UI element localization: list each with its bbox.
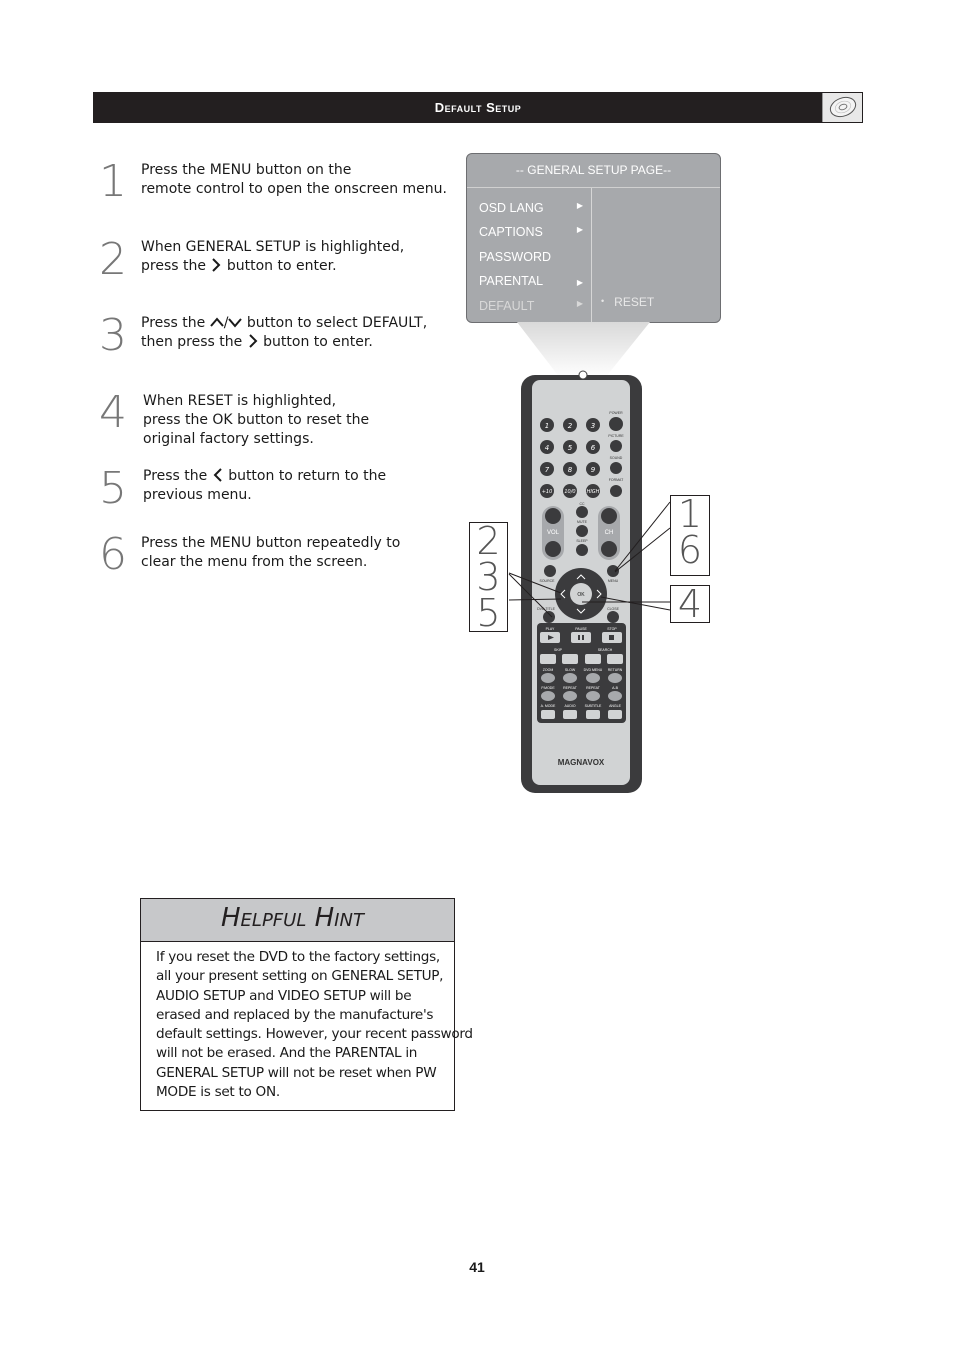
step-6-line-1: Press the MENU button repeatedly to bbox=[141, 535, 401, 551]
svg-text:10/0: 10/0 bbox=[564, 489, 576, 495]
chevron-right-icon bbox=[210, 258, 222, 272]
zoom-button[interactable] bbox=[541, 673, 555, 683]
search-forward-button[interactable] bbox=[607, 654, 623, 664]
callout-number: 6 bbox=[677, 528, 703, 572]
triangle-right-icon: ▶ bbox=[576, 278, 583, 287]
source-button[interactable] bbox=[544, 565, 556, 577]
stop-label: STOP bbox=[607, 627, 617, 631]
a-b-button[interactable] bbox=[608, 691, 622, 701]
vol-up-button[interactable] bbox=[545, 508, 561, 524]
close-button[interactable] bbox=[607, 611, 619, 623]
step-3-post: button to select DEFAULT, bbox=[246, 315, 428, 331]
vol-down-button[interactable] bbox=[545, 541, 561, 557]
brand-logo: MAGNAVOX bbox=[557, 758, 605, 767]
skip-label: SKIP bbox=[554, 648, 562, 652]
step-4-line-2: press the OK button to reset the bbox=[143, 412, 370, 428]
svg-text:1: 1 bbox=[544, 422, 550, 430]
disc-icon bbox=[822, 93, 862, 122]
menu-button[interactable] bbox=[607, 565, 619, 577]
svg-text:6: 6 bbox=[590, 444, 596, 452]
repeat-label-2: REPEAT bbox=[586, 686, 600, 690]
slow-label: SLOW bbox=[564, 668, 576, 672]
hint-line: MODE is set to ON. bbox=[156, 1084, 280, 1101]
osd-item-label: PASSWORD bbox=[479, 250, 551, 264]
key-1[interactable] bbox=[540, 418, 554, 432]
slow-button[interactable] bbox=[563, 673, 577, 683]
format-label: FORMAT bbox=[608, 478, 624, 482]
key-5[interactable] bbox=[563, 440, 577, 454]
cc-label: CC bbox=[579, 502, 585, 506]
osd-general-setup-page bbox=[466, 153, 721, 323]
step-5-pre: Press the bbox=[143, 468, 208, 484]
chevron-down-icon bbox=[228, 315, 242, 329]
sleep-button[interactable] bbox=[576, 544, 588, 556]
pause-icon bbox=[578, 635, 580, 640]
callout-step-4 bbox=[670, 582, 710, 626]
sound-button[interactable] bbox=[610, 462, 622, 474]
hint-line: AUDIO SETUP and VIDEO SETUP will be bbox=[156, 987, 412, 1004]
ch-label: CH bbox=[604, 530, 614, 536]
osd-item-default[interactable] bbox=[479, 299, 583, 313]
key-2[interactable] bbox=[563, 418, 577, 432]
chevron-up-icon bbox=[210, 315, 224, 329]
osd-menu-list bbox=[467, 188, 592, 322]
menu-label: MENU bbox=[607, 579, 619, 583]
step-3-line-2 bbox=[141, 333, 427, 352]
picture-label: PICTURE bbox=[608, 434, 624, 438]
search-back-button[interactable] bbox=[585, 654, 601, 664]
svg-text:8: 8 bbox=[567, 466, 573, 474]
step-1-line-2: remote control to open the onscreen menu. bbox=[141, 181, 447, 197]
step-number: 1 bbox=[99, 156, 127, 207]
step-6-line-2: clear the menu from the screen. bbox=[141, 554, 368, 570]
step-3-pre-b: then press the bbox=[141, 334, 243, 350]
angle-button[interactable] bbox=[608, 710, 622, 719]
sound-label: SOUND bbox=[609, 456, 623, 460]
audio-label: AUDIO bbox=[564, 704, 576, 708]
osd-item-label: DEFAULT bbox=[479, 299, 535, 313]
key-high[interactable] bbox=[586, 484, 600, 498]
dvd-menu-label: DVD MENU bbox=[583, 668, 603, 672]
step-5-post: button to return to the bbox=[228, 468, 387, 484]
stop-icon bbox=[609, 635, 614, 640]
search-label: SEARCH bbox=[597, 648, 613, 652]
dvd-title-label: DVD TITLE bbox=[537, 607, 555, 611]
step-2-pre: press the bbox=[141, 258, 206, 274]
step-3-post-b: button to enter. bbox=[263, 334, 373, 350]
helpful-hint-box bbox=[140, 898, 473, 1111]
hint-line: default settings. However, your recent password bbox=[156, 1026, 473, 1043]
callout-steps-1-6 bbox=[670, 492, 710, 576]
svg-text:7: 7 bbox=[544, 466, 550, 474]
osd-item-password[interactable] bbox=[479, 250, 579, 264]
vol-label: VOL bbox=[546, 530, 560, 536]
step-3-line-1: Press the / button to select DEFAULT, bbox=[141, 315, 428, 331]
step-number: 6 bbox=[99, 529, 127, 580]
sleep-label: SLEEP bbox=[576, 539, 588, 543]
hint-title: Helpful Hint bbox=[221, 903, 364, 933]
step-number: 5 bbox=[99, 463, 127, 514]
osd-item-parental[interactable] bbox=[479, 274, 583, 288]
return-label: RETURN bbox=[607, 668, 623, 672]
step-number: 2 bbox=[99, 234, 127, 285]
step-6-text bbox=[141, 534, 400, 572]
step-5-text bbox=[143, 467, 386, 505]
pmode-label: P.MODE bbox=[541, 686, 555, 690]
key-6[interactable] bbox=[586, 440, 600, 454]
step-4-line-1: When RESET is highlighted, bbox=[143, 393, 337, 409]
hint-line: erased and replaced by the manufacture's bbox=[156, 1006, 434, 1023]
svg-text:3: 3 bbox=[590, 422, 596, 430]
angle-label: ANGLE bbox=[609, 704, 621, 708]
hint-header bbox=[141, 899, 454, 942]
power-label: POWER bbox=[609, 411, 623, 415]
chevron-left-icon bbox=[212, 468, 224, 482]
osd-item-captions[interactable] bbox=[479, 225, 583, 239]
cc-button[interactable] bbox=[576, 506, 588, 518]
step-4-line-3: original factory settings. bbox=[143, 431, 314, 447]
osd-title: -- GENERAL SETUP PAGE-- bbox=[467, 154, 720, 188]
format-button[interactable] bbox=[610, 485, 622, 497]
osd-submenu-label: RESET bbox=[614, 295, 655, 309]
triangle-right-icon: ▶ bbox=[576, 225, 583, 234]
svg-text:5: 5 bbox=[567, 444, 573, 452]
osd-item-label: PARENTAL bbox=[479, 274, 544, 288]
key-4[interactable] bbox=[540, 440, 554, 454]
step-5-line-1 bbox=[143, 467, 386, 486]
step-3-text bbox=[141, 314, 427, 352]
bullet-icon: • bbox=[601, 296, 605, 306]
ok-label: OK bbox=[577, 592, 585, 598]
repeat-button[interactable] bbox=[563, 691, 577, 701]
hint-line: will not be erased. And the PARENTAL in bbox=[156, 1045, 418, 1062]
key-9[interactable] bbox=[586, 462, 600, 476]
hint-line: If you reset the DVD to the factory settings, bbox=[156, 949, 440, 965]
repeat-label: REPEAT bbox=[563, 686, 577, 690]
callout-number: 5 bbox=[476, 591, 501, 635]
mute-button[interactable] bbox=[576, 525, 588, 537]
return-button[interactable] bbox=[608, 673, 622, 683]
play-label: PLAY bbox=[545, 627, 555, 631]
section-header-bar bbox=[93, 92, 863, 123]
triangle-right-icon: ▶ bbox=[576, 201, 583, 210]
pause-label: PAUSE bbox=[575, 627, 587, 631]
svg-text:4: 4 bbox=[544, 444, 550, 452]
hint-body bbox=[156, 948, 473, 1102]
a-b-label: A-B bbox=[612, 686, 618, 690]
skip-forward-button[interactable] bbox=[562, 654, 578, 664]
picture-button[interactable] bbox=[610, 440, 622, 452]
chevron-right-icon bbox=[247, 334, 259, 348]
callout-number: 1 bbox=[677, 492, 703, 536]
page-number: 41 bbox=[469, 1259, 485, 1275]
osd-item-label: OSD LANG bbox=[479, 201, 544, 215]
key-8[interactable] bbox=[563, 462, 577, 476]
amode-button[interactable] bbox=[541, 710, 555, 719]
step-4-text bbox=[143, 392, 369, 449]
step-1-text bbox=[141, 161, 447, 199]
step-3-pre: Press the bbox=[141, 315, 206, 331]
svg-text:+10: +10 bbox=[541, 489, 553, 495]
osd-item-label: CAPTIONS bbox=[479, 225, 543, 239]
ch-down-button[interactable] bbox=[601, 541, 617, 557]
callout-number: 3 bbox=[476, 555, 501, 599]
step-2-line-1: When GENERAL SETUP is highlighted, bbox=[141, 239, 405, 255]
pmode-button[interactable] bbox=[541, 691, 555, 701]
amode-label: A. MODE bbox=[540, 704, 556, 708]
skip-back-button[interactable] bbox=[540, 654, 556, 664]
subtitle-button[interactable] bbox=[586, 710, 600, 719]
step-2-line-2 bbox=[141, 257, 404, 276]
key-10-0[interactable] bbox=[563, 484, 577, 498]
callout-steps-2-3-5 bbox=[469, 519, 508, 635]
svg-text:HIGH: HIGH bbox=[586, 489, 600, 495]
step-5-line-2: previous menu. bbox=[143, 487, 252, 503]
triangle-right-icon: ▶ bbox=[576, 299, 583, 308]
osd-item-osd-lang[interactable] bbox=[479, 201, 583, 215]
repeat-ab-button[interactable] bbox=[586, 691, 600, 701]
key-7[interactable] bbox=[540, 462, 554, 476]
power-button[interactable] bbox=[609, 417, 623, 431]
ch-up-button[interactable] bbox=[601, 508, 617, 524]
svg-text:2: 2 bbox=[567, 422, 573, 430]
dvd-title-button[interactable] bbox=[543, 611, 555, 623]
step-2-text bbox=[141, 238, 404, 276]
subtitle-label: SUBTITLE bbox=[584, 704, 602, 708]
dvd-menu-button[interactable] bbox=[586, 673, 600, 683]
mute-label: MUTE bbox=[577, 520, 587, 524]
ir-beam bbox=[517, 322, 650, 378]
step-1-line-1: Press the MENU button on the bbox=[141, 162, 352, 178]
osd-submenu-reset[interactable] bbox=[601, 295, 654, 309]
pause-button[interactable] bbox=[571, 632, 591, 643]
callout-number: 4 bbox=[677, 582, 703, 626]
callout-number: 2 bbox=[476, 519, 501, 563]
key-3[interactable] bbox=[586, 418, 600, 432]
close-label: CLOSE bbox=[607, 607, 619, 611]
source-label: SOURCE bbox=[539, 579, 555, 583]
section-title: Default Setup bbox=[434, 100, 522, 115]
step-2-post: button to enter. bbox=[226, 258, 337, 274]
hint-line: all your present setting on GENERAL SETUP, bbox=[156, 968, 444, 985]
zoom-label: ZOOM bbox=[542, 668, 554, 672]
hint-line: GENERAL SETUP will not be reset when PW bbox=[156, 1064, 437, 1081]
step-number: 3 bbox=[99, 310, 127, 361]
step-number: 4 bbox=[99, 387, 127, 438]
key-plus-10[interactable] bbox=[540, 484, 554, 498]
audio-button[interactable] bbox=[563, 710, 577, 719]
svg-text:9: 9 bbox=[590, 466, 596, 474]
ir-emitter bbox=[579, 371, 587, 379]
